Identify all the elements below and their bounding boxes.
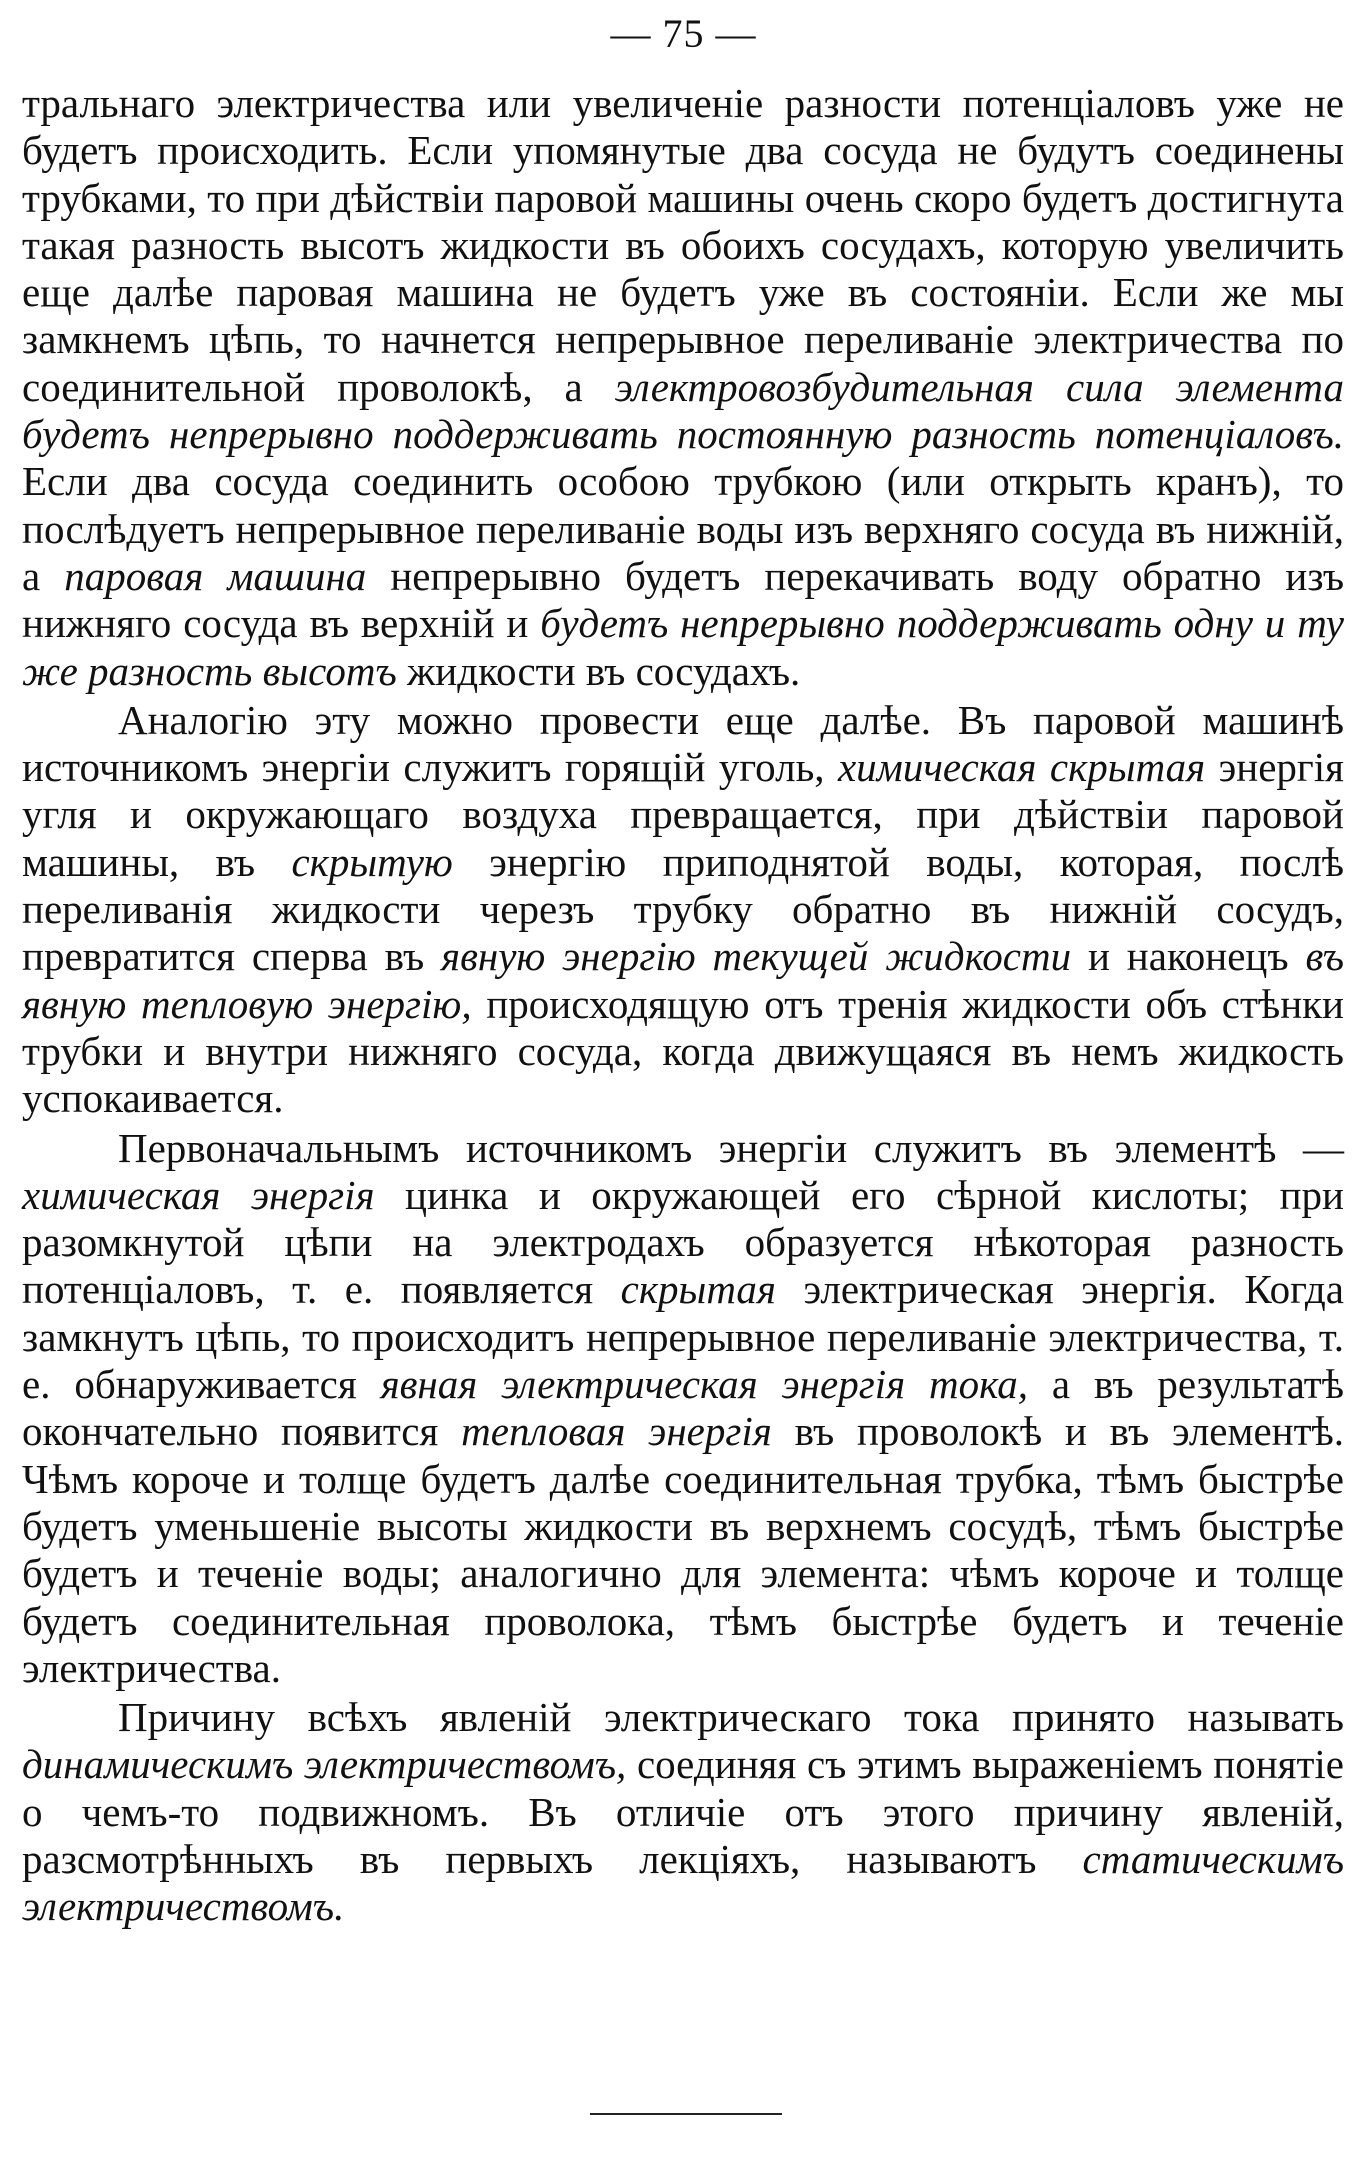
italic-run: динамическимъ электричествомъ, [22, 1741, 627, 1788]
text-run: жидкости въ сосудахъ. [396, 647, 801, 694]
paragraph [22, 1694, 1344, 1930]
text-run: Первоначальнымъ источникомъ энергіи служитъ въ элементѣ — [118, 1124, 1344, 1171]
paragraph [22, 80, 1344, 695]
text-run: цинка и окружающей его сѣрной кислоты; при разомкнутой цѣпи на электродахъ образуется нѣкоторая разность потенціаловъ, т. е. появляется [22, 1171, 1344, 1313]
text-run: Если два сосуда соединить особою трубкою (или открыть кранъ), то послѣдуетъ непрерывное переливаніе воды изъ верхняго сосуда въ нижній, а [22, 458, 1344, 599]
italic-run: явную энергію текущей жидкости [441, 933, 1072, 980]
italic-run: тепловая энергія [461, 1408, 772, 1455]
text-run: соединяя съ этимъ выраженіемъ понятіе о чемъ-то подвижномъ. Въ отличіе отъ этого причину явленій, разсмотрѣнныхъ въ первыхъ лекціяхъ, называютъ [22, 1741, 1344, 1882]
text-run: Причину всѣхъ явленій электрическаго тока принято называть [118, 1694, 1344, 1741]
end-of-chapter-rule [590, 2113, 782, 2115]
italic-run: явная электрическая энергія тока, [380, 1361, 1029, 1408]
text-run: въ проволокѣ и въ элементѣ. Чѣмъ короче и толще будетъ далѣе соединительная трубка, тѣмъ быстрѣе будетъ уменьшеніе высоты жидкости въ верхнемъ сосудѣ, тѣмъ быстрѣе будетъ и теченіе воды; аналогично для элемента: чѣмъ короче и толще будетъ соединительная проволока, тѣмъ быстрѣе будетъ и теченіе электричества. [22, 1408, 1345, 1691]
text-run: непрерывно будетъ перекачивать воду обратно изъ нижняго сосуда въ верхній и [22, 552, 1345, 647]
text-run: а въ результатѣ окончательно появится [22, 1361, 1344, 1455]
italic-run: химическая скрытая [837, 744, 1206, 791]
text-run: и наконецъ [1071, 933, 1306, 980]
italic-run: паровая машина [64, 552, 367, 599]
text-run: энергія угля и окружающаго воздуха превращается, при дѣйствіи паровой машины, въ [22, 744, 1344, 885]
text-run: энергію приподнятой воды, которая, послѣ переливанія жидкости черезъ трубку обратно въ нижній сосудъ, превратится сперва въ [22, 838, 1344, 980]
italic-run: будетъ непрерывно поддерживать одну и ту же разность высотъ [22, 600, 1344, 694]
text-run: происходящую отъ тренія жидкости объ стѣнки трубки и внутри нижняго сосуда, когда движущаяся въ немъ жидкость успокаивается. [22, 980, 1344, 1122]
page-number: — 75 — [610, 11, 757, 56]
text-run: Аналогію эту можно провести еще далѣе. Въ паровой машинѣ источникомъ энергіи служитъ горящій уголь, [22, 696, 1344, 791]
italic-run: въ явную тепловую энергію, [22, 933, 1344, 1027]
paragraph [22, 697, 1344, 1123]
italic-run: статическимъ электричествомъ. [22, 1835, 1344, 1930]
body-text [22, 80, 1344, 1931]
italic-run: скрытую [291, 838, 453, 885]
text-run: электрическая энергія. Когда замкнутъ цѣпь, то происходитъ непрерывное переливаніе электричества, т. е. обнаруживается [22, 1266, 1344, 1408]
text-run: тральнаго электричества или увеличеніе разности потенціаловъ уже не будетъ происходить. Если упомянутые два сосуда не будутъ соединены трубками, то при дѣйствіи паровой машины очень скоро будетъ достигнута такая разность высотъ жидкости въ обоихъ сосудахъ, которую увеличить еще далѣе паровая машина не будетъ уже въ состояніи. Если же мы замкнемъ цѣпь, то начнется непрерывное переливаніе электричества по соединительной проволокѣ, а [22, 80, 1344, 410]
paragraph [22, 1125, 1344, 1693]
italic-run: электровозбудительная сила элемента будетъ непрерывно поддерживать постоянную разность потенціаловъ. [22, 363, 1345, 458]
italic-run: химическая энергія [22, 1171, 375, 1218]
italic-run: скрытая [620, 1266, 776, 1313]
